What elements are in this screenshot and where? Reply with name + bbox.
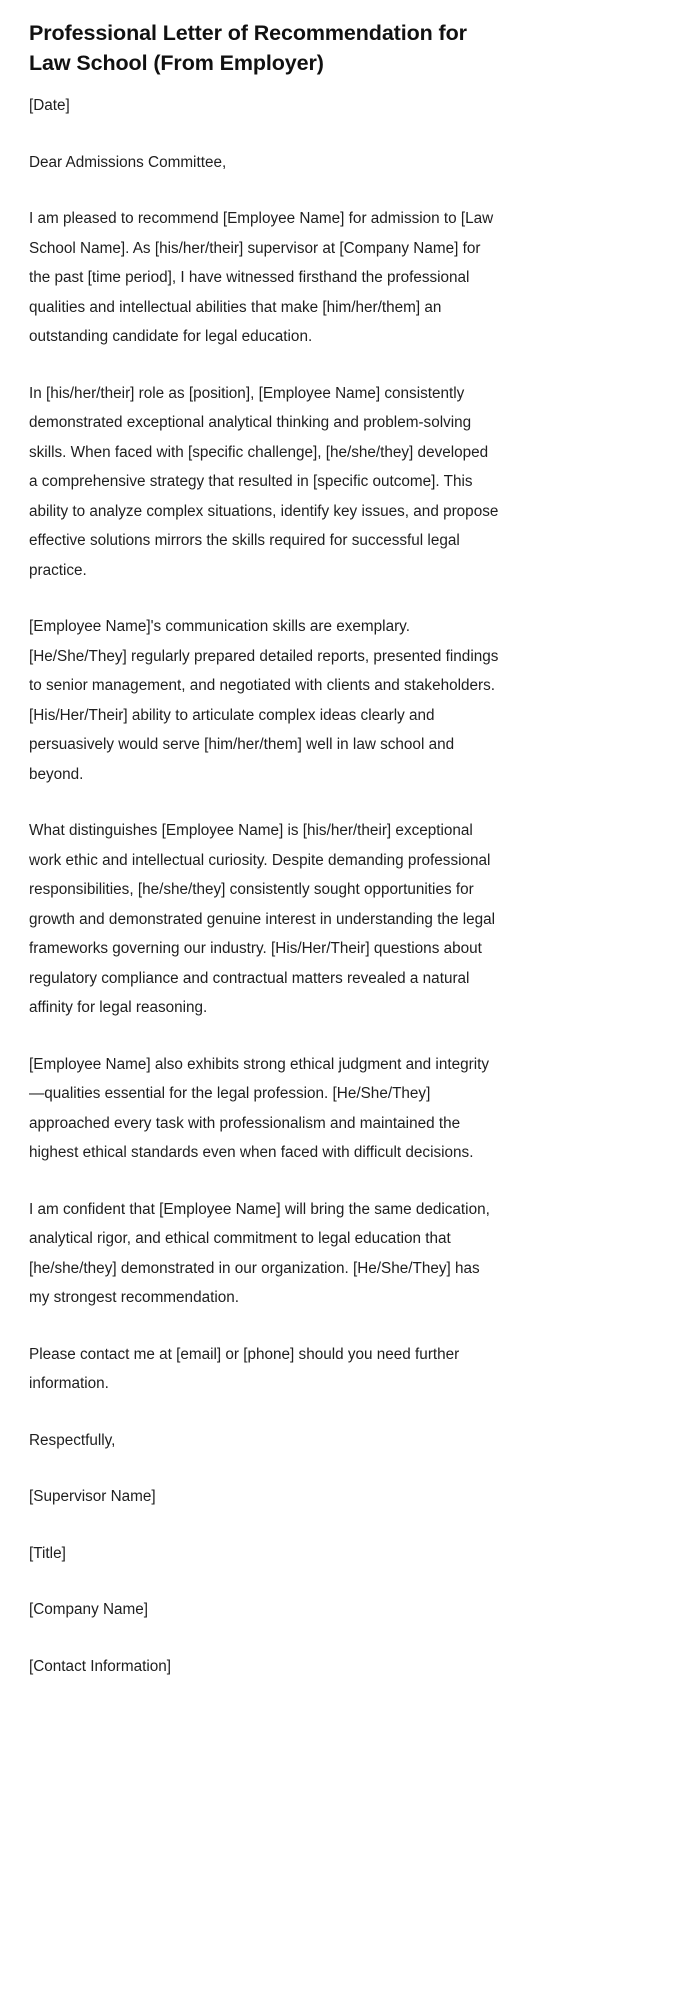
paragraph-contact: Please contact me at [email] or [phone] should you need further information. [29,1345,460,1392]
paragraph-work-ethic: What distinguishes [Employee Name] is [his/her/their] exceptional work ethic and intellectual curiosity. Despite demanding professional responsibilities, [he/she/they] consistently sought opportunities for growth and demonstrated genuine interest in understanding the legal frameworks governing our industry. [His/Her/Their] questions about regulatory compliance and contractual matters revealed a natural affinity for legal reasoning. [29,822,496,1016]
paragraph-confidence: I am confident that [Employee Name] will bring the same dedication, analytical rigor, and ethical commitment to legal education that [he/she/they] demonstrated in our organization. [He/She/They] has my strongest recommendation. [29,1200,490,1306]
paragraph-intro: I am pleased to recommend [Employee Name] for admission to [Law School Name]. As [his/her/their] supervisor at [Company Name] for the past [time period], I have witnessed firsthand the professional qualities and intellectual abilities that make [him/her/them] an outstanding candidate for legal education. [29,210,494,345]
salutation-line: Dear Admissions Committee, [29,153,227,171]
letter-body [29,91,671,1681]
signature-contact-information: [Contact Information] [29,1657,171,1675]
signature-title: [Title] [29,1544,66,1562]
signature-supervisor-name: [Supervisor Name] [29,1488,156,1505]
paragraph-communication: [Employee Name]'s communication skills are exemplary. [He/She/They] regularly prepared detailed reports, presented findings to senior management, and negotiated with clients and stakeholders. [His/Her/Their] ability to articulate complex ideas clearly and persuasively would serve [him/her/them] well in law school and beyond. [29,618,499,783]
signature-company-name: [Company Name] [29,1601,149,1618]
paragraph-ethics: [Employee Name] also exhibits strong ethical judgment and integrity—qualities essential for the legal profession. [He/She/They] approached every task with professionalism and maintained the highest ethical standards even when faced with difficult decisions. [29,1055,489,1161]
date-line: [Date] [29,97,70,114]
page-title: Professional Letter of Recommendation for Law School (From Employer) [29,21,467,75]
paragraph-analytical: In [his/her/their] role as [position], [Employee Name] consistently demonstrated exceptional analytical thinking and problem-solving skills. When faced with [specific challenge], [he/she/they] developed a comprehensive strategy that resulted in [specific outcome]. This ability to analyze complex situations, identify key issues, and propose effective solutions mirrors the skills required for successful legal practice. [29,384,499,579]
closing-line: Respectfully, [29,1431,116,1449]
